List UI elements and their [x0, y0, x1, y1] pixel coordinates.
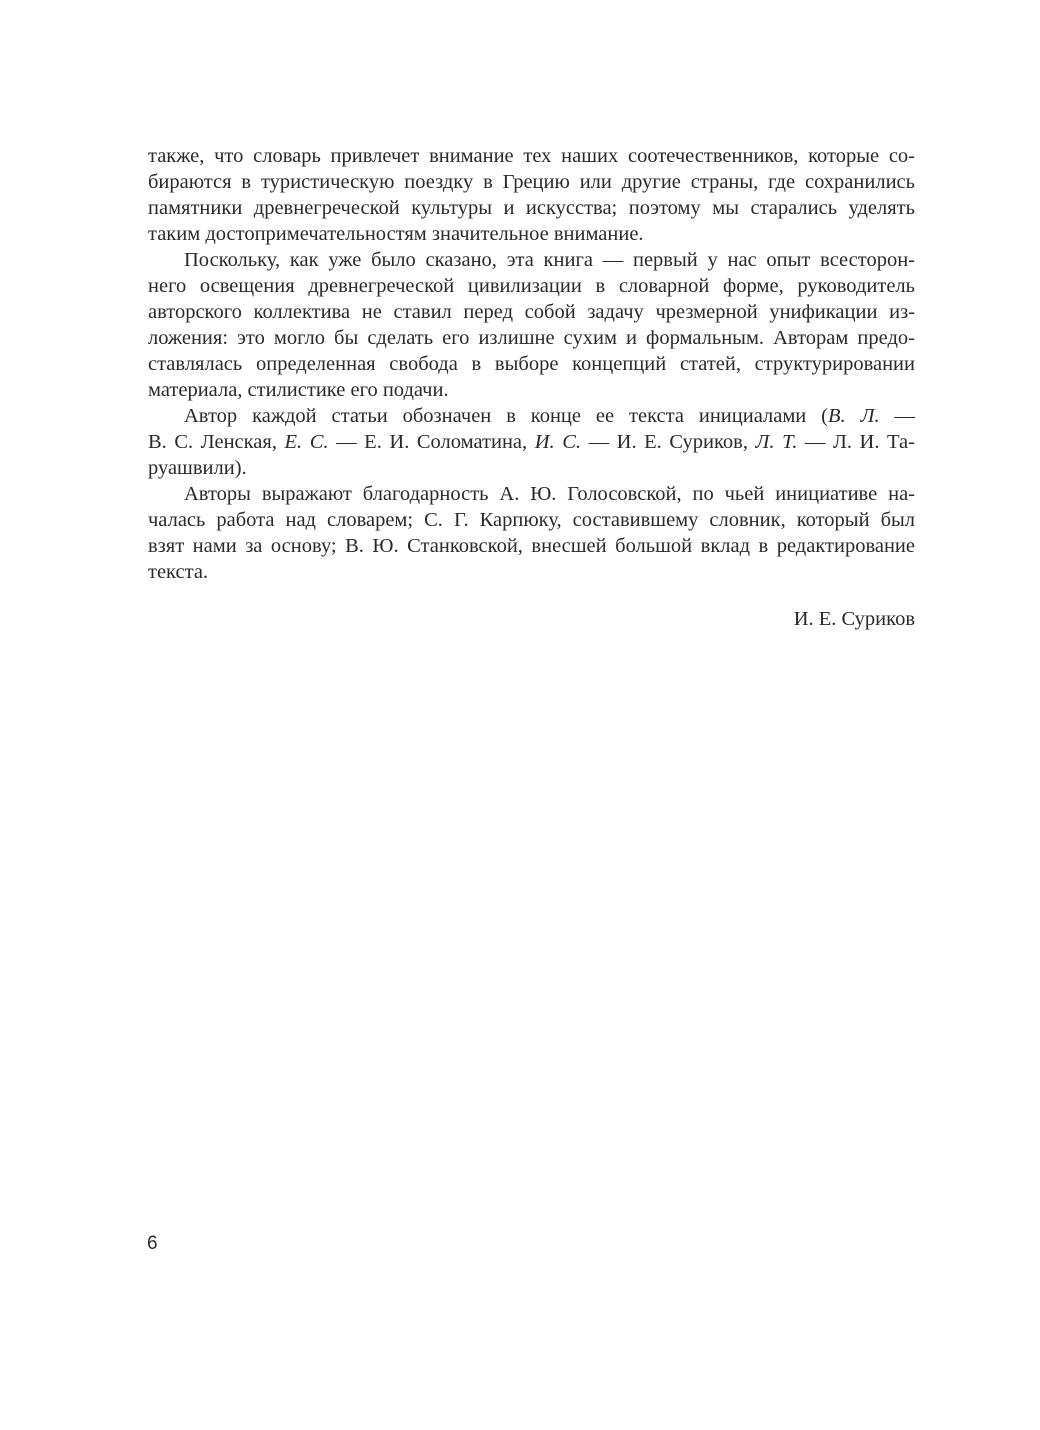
text-line: него освещения древнегреческой цивилизации в словарной форме, руководитель — [148, 275, 915, 297]
text-line: таким достопримечательностям значительное внимание. — [148, 223, 644, 245]
text-line: текста. — [148, 561, 209, 583]
text-run: В. С. Ленская, — [148, 431, 285, 453]
text-line: руашвили). — [148, 457, 247, 479]
author-initials: Л. Т. — [755, 431, 798, 453]
text-run: — Л. И. Та- — [797, 431, 915, 453]
text-line — [148, 429, 915, 455]
text-run: — И. Е. Суриков, — [581, 431, 756, 453]
text-line: также, что словарь привлечет внимание тех наших соотечественников, которые со- — [148, 145, 915, 167]
text-run: — Е. И. Соломатина, — [328, 431, 535, 453]
text-run: — — [879, 405, 916, 427]
text-line: ложения: это могло бы сделать его излишне сухим и формальным. Авторам предо- — [148, 327, 915, 349]
text-line: Поскольку, как уже было сказано, эта книга — первый у нас опыт всесторон- — [184, 249, 915, 271]
body-text — [148, 143, 915, 585]
paragraph-4 — [148, 481, 915, 585]
signature: И. Е. Суриков — [793, 608, 915, 630]
text-line: памятники древнегреческой культуры и искусства; поэтому мы старались уделять — [148, 197, 915, 219]
text-line: Авторы выражают благодарность А. Ю. Голосовской, по чьей инициативе на- — [184, 483, 915, 505]
paragraph-3 — [148, 403, 915, 481]
text-line: чалась работа над словарем; С. Г. Карпюку, составившему словник, который был — [148, 509, 915, 531]
page-number: 6 — [147, 1233, 158, 1254]
paragraph-1 — [148, 143, 915, 247]
text-line: авторского коллектива не ставил перед собой задачу чрезмерной унификации из- — [148, 301, 915, 323]
text-line: ставлялась определенная свобода в выборе концепций статей, структурировании — [148, 353, 915, 375]
author-initials: В. Л. — [828, 405, 880, 427]
text-line: бираются в туристическую поездку в Грецию или другие страны, где сохранились — [148, 171, 915, 193]
text-line: материала, стилистике его подачи. — [148, 379, 449, 401]
author-initials: И. С. — [534, 431, 582, 453]
author-initials: Е. С. — [284, 431, 329, 453]
text-run: Автор каждой статьи обозначен в конце ее текста инициалами ( — [184, 405, 829, 427]
text-line — [148, 403, 915, 429]
text-line: взят нами за основу; В. Ю. Станковской, внесшей большой вклад в редактирование — [148, 535, 915, 557]
paragraph-2 — [148, 247, 915, 403]
